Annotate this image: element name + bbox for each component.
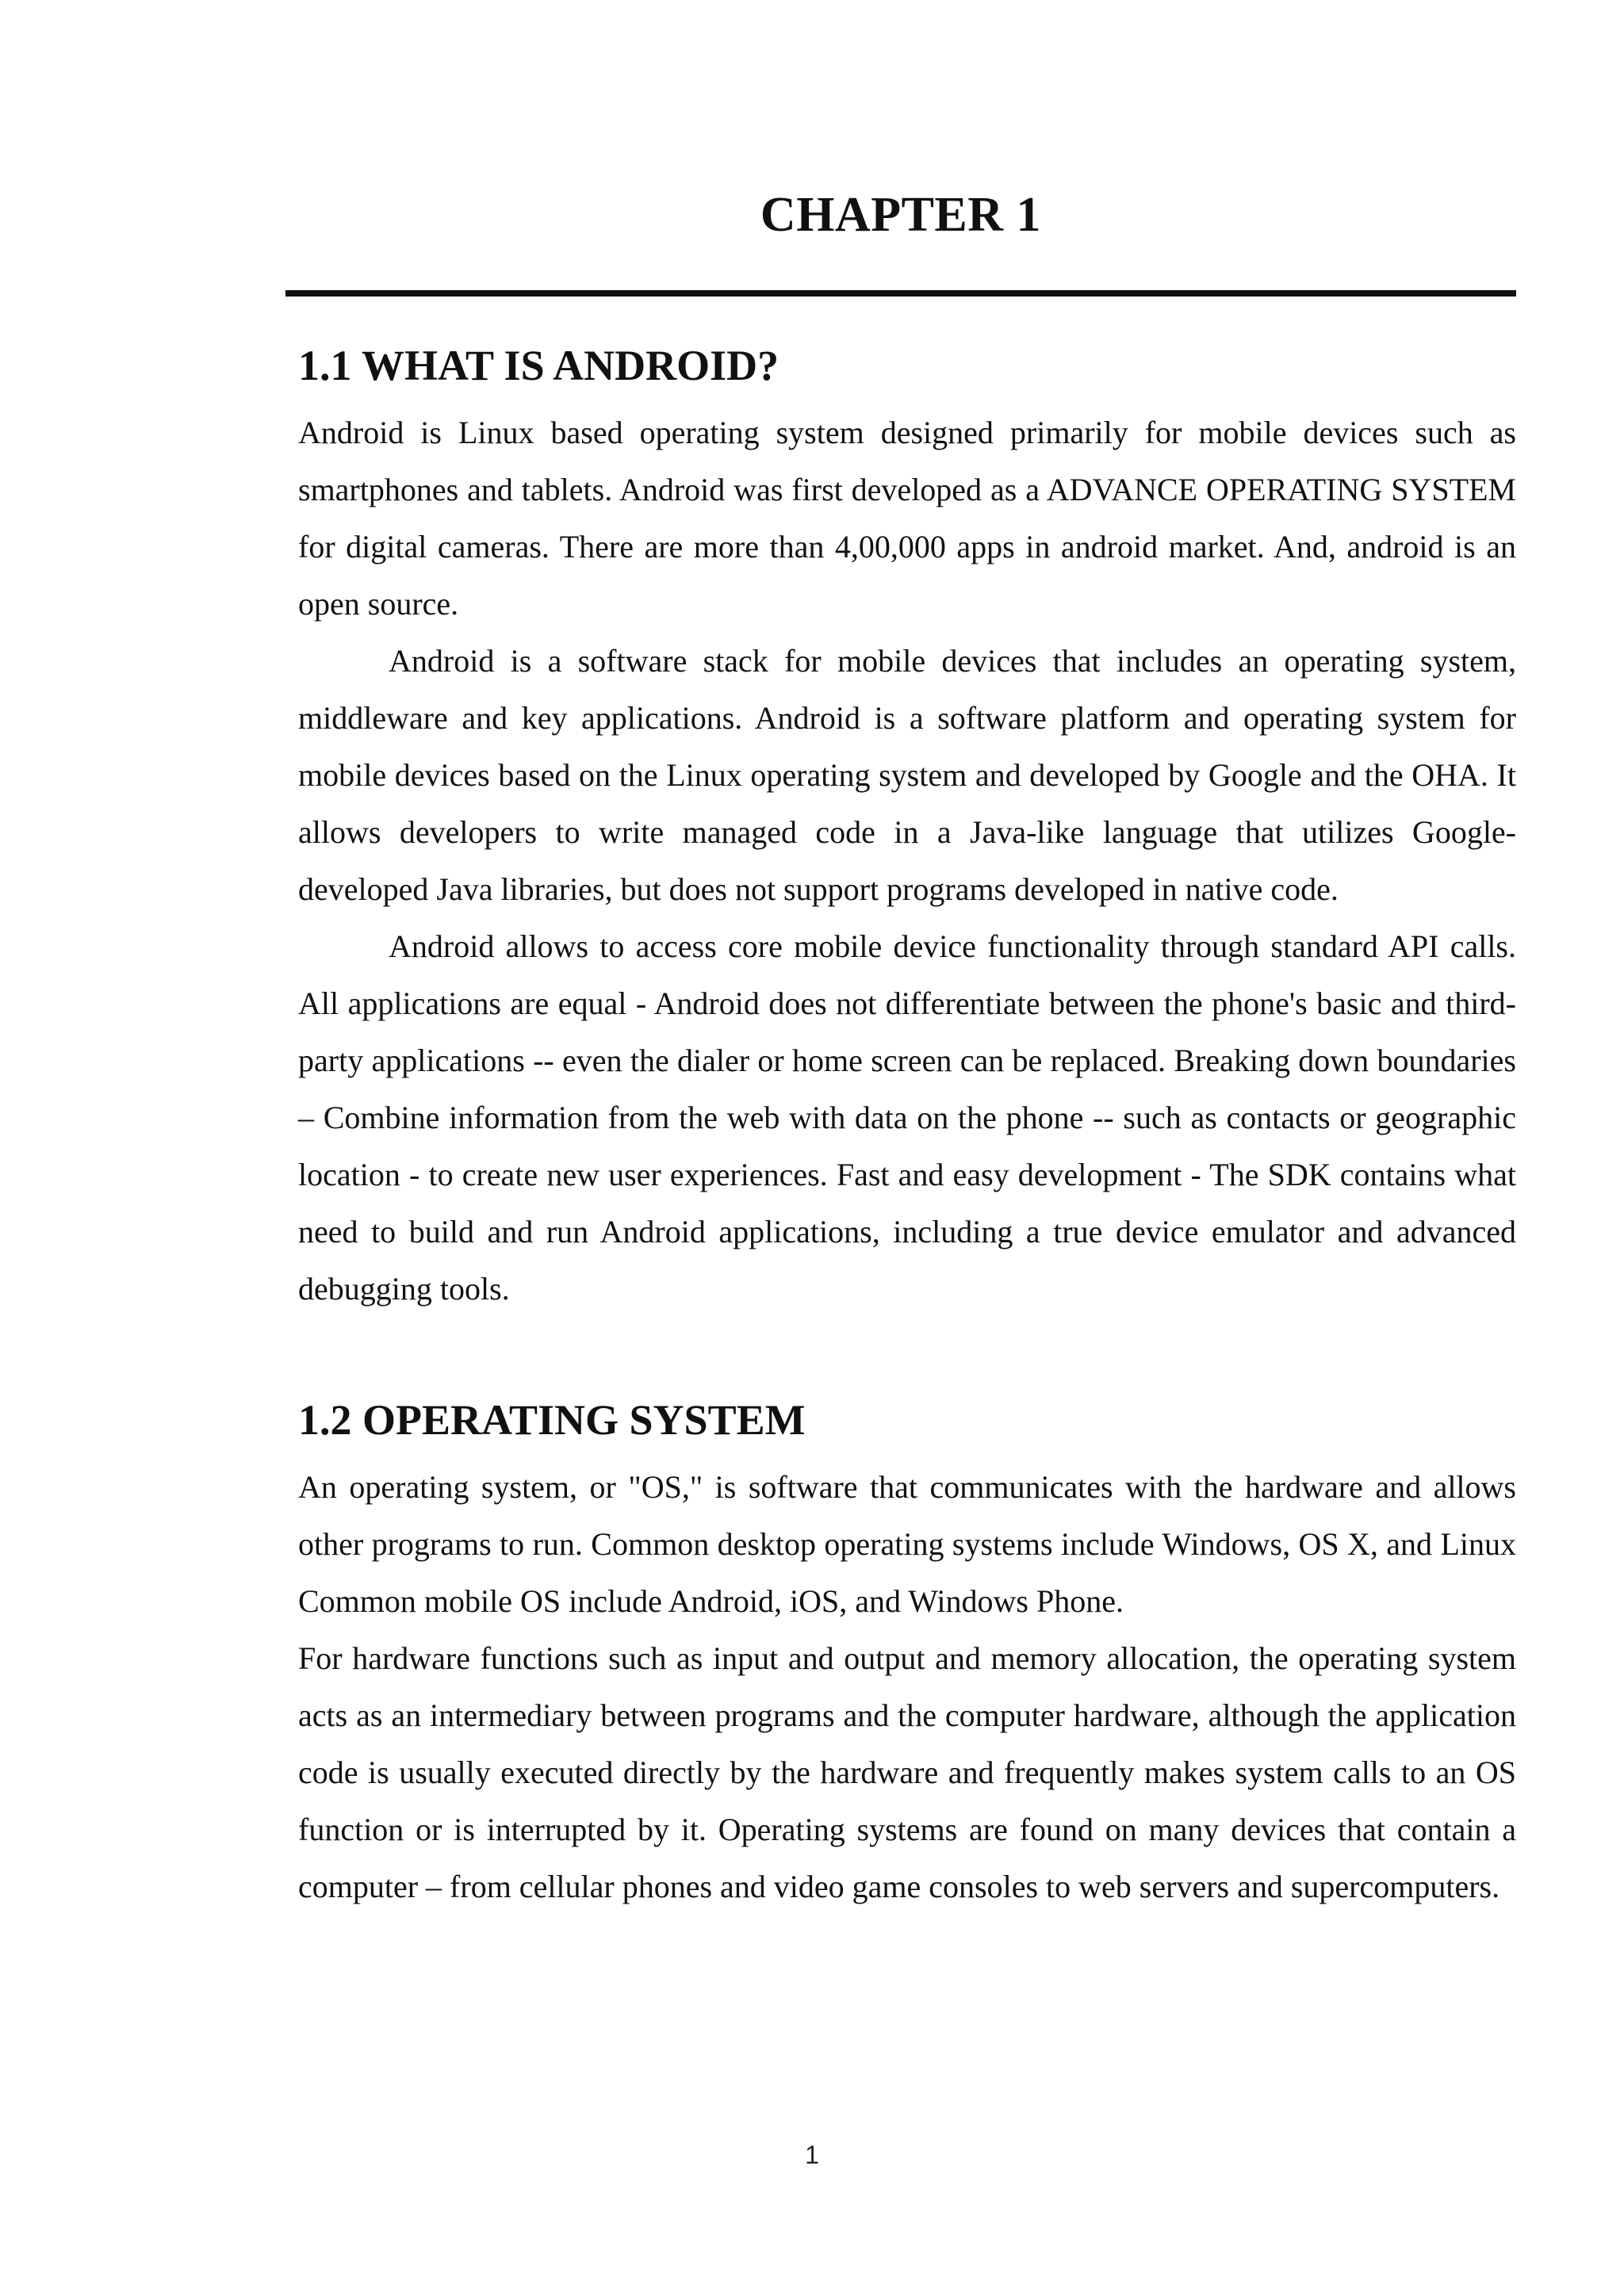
chapter-title: CHAPTER 1	[760, 188, 1042, 242]
paragraph: An operating system, or "OS," is software that communicates with the hardware and allows other programs to run. Common desktop operating systems include Windows, OS X, and Linux Common mobile OS include Android, iOS, and Windows Phone.	[298, 1469, 1516, 1620]
page-content	[298, 341, 1516, 1915]
paragraph: Android is a software stack for mobile devices that includes an operating system, middleware and key applications. Android is a software platform and operating system for mobile devices based on the Linux operating system and developed by Google and the OHA. It allows developers to write managed code in a Java-like language that utilizes Google-developed Java libraries, but does not support programs developed in native code.	[298, 643, 1516, 908]
page-number: 1	[805, 2141, 819, 2169]
paragraph: Android is Linux based operating system designed primarily for mobile devices such as smartphones and tablets. Android was first developed as a ADVANCE OPERATING SYSTEM for digital cameras. There are more than 4,00,000 apps in android market. And, android is an open source.	[298, 415, 1516, 622]
chapter-divider-rule	[285, 290, 1516, 297]
paragraph: For hardware functions such as input and output and memory allocation, the operating system acts as an intermediary between programs and the computer hardware, although the application code is usually executed directly by the hardware and frequently makes system calls to an OS function or is interrupted by it. Operating systems are found on many devices that contain a computer – from cellular phones and video game consoles to web servers and supercomputers.	[298, 1640, 1516, 1905]
paragraph: Android allows to access core mobile device functionality through standard API calls. All applications are equal - Android does not differentiate between the phone's basic and third-party applications -- even the dialer or home screen can be replaced. Breaking down boundaries – Combine information from the web with data on the phone -- such as contacts or geographic location - to create new user experiences. Fast and easy development - The SDK contains what need to build and run Android applications, including a true device emulator and advanced debugging tools.	[298, 928, 1516, 1307]
section-heading-what-is-android: 1.1 WHAT IS ANDROID?	[298, 342, 779, 389]
section-heading-operating-system: 1.2 OPERATING SYSTEM	[298, 1396, 806, 1445]
